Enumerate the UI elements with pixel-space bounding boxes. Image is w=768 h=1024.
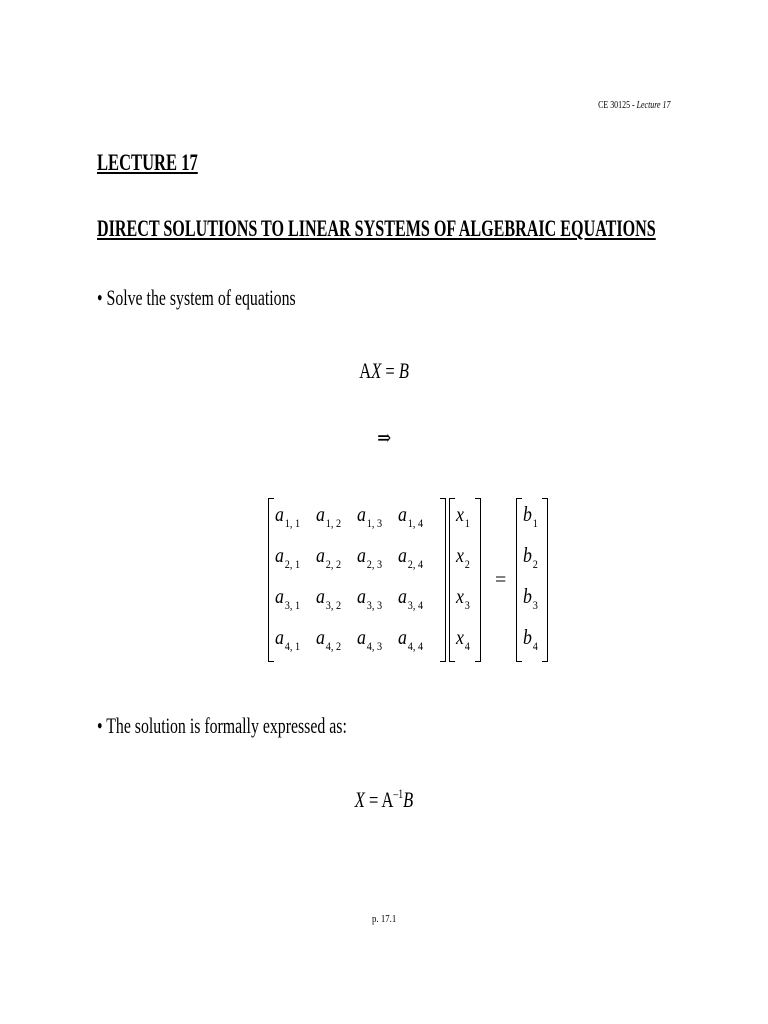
vector-entry-x-4-symbol: $x_4$ (456, 625, 470, 653)
matrix-entry-a-3-2 (316, 584, 357, 618)
eq2-inverse-exponent: –1 (393, 786, 404, 801)
matrix-entry-a-4-1-symbol: $a_{4, 1}$ (275, 625, 301, 653)
matrix-entry-a-4-2-subscript: 4, 2 (325, 639, 342, 653)
vector-entry-b-1-subscript: 1 (533, 516, 539, 530)
matrix-system (268, 498, 548, 662)
coefficient-matrix (268, 498, 446, 662)
matrix-entry-a-4-4-subscript: 4, 4 (407, 639, 424, 653)
vector-entry-x-3 (456, 584, 474, 618)
lecture-label: Lecture 17 (636, 99, 670, 111)
matrix-entry-a-2-1 (275, 543, 316, 577)
matrix-entry-a-4-1-subscript: 4, 1 (284, 639, 301, 653)
vector-entry-b-4 (523, 625, 541, 659)
vector-entry-x-4-subscript: 4 (464, 639, 470, 653)
vector-entry-b-1 (523, 502, 541, 536)
matrix-entry-a-1-4 (398, 502, 439, 536)
matrix-entry-a-2-4-subscript: 2, 4 (407, 557, 424, 571)
matrix-entry-a-2-2-symbol: $a_{2, 2}$ (316, 543, 342, 571)
vector-entry-x-1-symbol: $x_1$ (456, 502, 470, 530)
vector-entry-x-4 (456, 625, 474, 659)
matrix-entry-a-2-3-subscript: 2, 3 (366, 557, 383, 571)
matrix-entry-a-3-1-symbol: $a_{3, 1}$ (275, 584, 301, 612)
eq2-X: X (354, 787, 365, 812)
matrix-entry-a-4-3-symbol: $a_{4, 3}$ (357, 625, 383, 653)
bullet-solve-system: • Solve the system of equations (97, 285, 296, 310)
matrix-entry-a-1-3 (357, 502, 398, 536)
matrix-entry-a-4-2 (316, 625, 357, 659)
vector-entry-b-4-subscript: 4 (533, 639, 539, 653)
vector-entry-x-1 (456, 502, 474, 536)
matrix-entry-a-2-1-symbol: $a_{2, 1}$ (275, 543, 301, 571)
matrix-entry-a-4-2-symbol: $a_{4, 2}$ (316, 625, 342, 653)
vector-entry-x-1-subscript: 1 (464, 516, 470, 530)
lecture-title: LECTURE 17 (97, 150, 198, 175)
matrix-entry-a-1-3-subscript: 1, 3 (366, 516, 383, 530)
matrix-entry-a-4-4-symbol: $a_{4, 4}$ (398, 625, 424, 653)
matrix-entry-a-1-2-subscript: 1, 2 (325, 516, 342, 530)
course-code: CE 30125 - (597, 99, 637, 111)
matrix-entry-a-1-1-subscript: 1, 1 (284, 516, 301, 530)
running-header (598, 99, 670, 111)
matrix-entry-a-1-2 (316, 502, 357, 536)
unknown-vector (449, 498, 481, 662)
rhs-vector (516, 498, 548, 662)
matrix-entry-a-3-4-symbol: $a_{3, 4}$ (398, 584, 424, 612)
matrix-entry-a-4-3 (357, 625, 398, 659)
eq2-B: B (403, 787, 414, 812)
matrix-entry-a-2-3-symbol: $a_{2, 3}$ (357, 543, 383, 571)
eq1-X: X (371, 358, 382, 383)
matrix-entry-a-3-2-symbol: $a_{3, 2}$ (316, 584, 342, 612)
matrix-entry-a-3-4-subscript: 3, 4 (407, 598, 424, 612)
matrix-entry-a-3-1 (275, 584, 316, 618)
vector-entry-x-3-symbol: $x_3$ (456, 584, 470, 612)
equation-x-eq-ainv-b (0, 786, 768, 813)
vector-entry-x-2 (456, 543, 474, 577)
matrix-entry-a-1-4-subscript: 1, 4 (407, 516, 424, 530)
implies-arrow: ⇒ (377, 425, 391, 450)
page-number: p. 17.1 (371, 913, 397, 925)
vector-entry-b-2-subscript: 2 (533, 557, 539, 571)
vector-entry-b-3-subscript: 3 (533, 598, 539, 612)
matrix-equals-sign: = (495, 568, 507, 591)
matrix-entry-a-3-4 (398, 584, 439, 618)
matrix-entry-a-4-1 (275, 625, 316, 659)
matrix-entry-a-2-2 (316, 543, 357, 577)
vector-entry-b-2-symbol: $b_2$ (523, 543, 539, 571)
eq1-A: A (359, 358, 372, 383)
equation-ax-eq-b (0, 358, 768, 384)
section-title: DIRECT SOLUTIONS TO LINEAR SYSTEMS OF ALGEBRAIC EQUATIONS (97, 216, 656, 241)
matrix-entry-a-1-3-symbol: $a_{1, 3}$ (357, 502, 383, 530)
vector-entry-b-3-symbol: $b_3$ (523, 584, 539, 612)
bullet-solution-formal: • The solution is formally expressed as: (97, 713, 347, 738)
matrix-entry-a-3-3 (357, 584, 398, 618)
vector-entry-b-2 (523, 543, 541, 577)
eq1-B: B (398, 358, 409, 383)
matrix-entry-a-1-4-symbol: $a_{1, 4}$ (398, 502, 424, 530)
matrix-entry-a-1-1-symbol: $a_{1, 1}$ (275, 502, 301, 530)
matrix-entry-a-2-2-subscript: 2, 2 (325, 557, 342, 571)
vector-entry-x-2-symbol: $x_2$ (456, 543, 470, 571)
matrix-entry-a-3-1-subscript: 3, 1 (284, 598, 301, 612)
matrix-entry-a-3-3-symbol: $a_{3, 3}$ (357, 584, 383, 612)
matrix-entry-a-2-3 (357, 543, 398, 577)
vector-entry-b-4-symbol: $b_4$ (523, 625, 539, 653)
vector-entry-b-1-symbol: $b_1$ (523, 502, 539, 530)
matrix-entry-a-4-4 (398, 625, 439, 659)
vector-entry-b-3 (523, 584, 541, 618)
matrix-entry-a-1-2-symbol: $a_{1, 2}$ (316, 502, 342, 530)
eq1-equals: = (381, 358, 399, 383)
vector-entry-x-3-subscript: 3 (464, 598, 470, 612)
matrix-entry-a-4-3-subscript: 4, 3 (366, 639, 383, 653)
matrix-entry-a-3-2-subscript: 3, 2 (325, 598, 342, 612)
eq2-A: A (381, 787, 394, 812)
matrix-entry-a-3-3-subscript: 3, 3 (366, 598, 383, 612)
matrix-entry-a-2-4-symbol: $a_{2, 4}$ (398, 543, 424, 571)
matrix-entry-a-1-1 (275, 502, 316, 536)
vector-entry-x-2-subscript: 2 (464, 557, 470, 571)
eq2-equals: = (364, 787, 382, 812)
matrix-entry-a-2-1-subscript: 2, 1 (284, 557, 301, 571)
matrix-entry-a-2-4 (398, 543, 439, 577)
